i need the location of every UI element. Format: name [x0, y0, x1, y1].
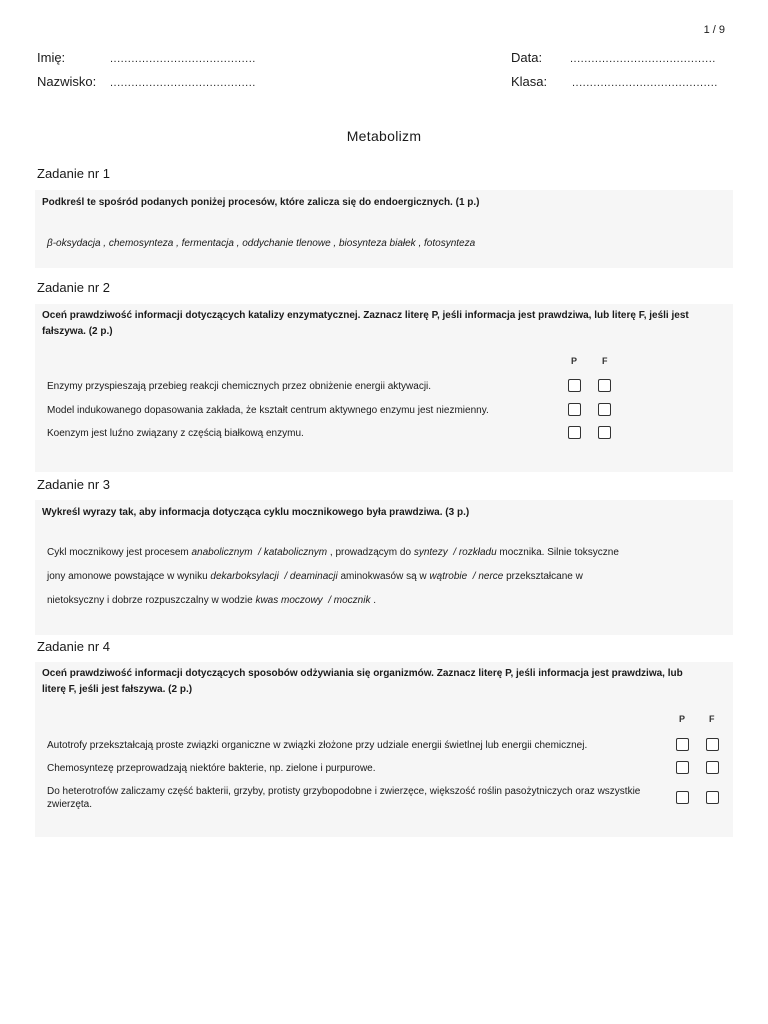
- task-2-col-p: P: [571, 356, 578, 366]
- class-field[interactable]: .........................................: [572, 77, 718, 89]
- date-field[interactable]: .........................................: [570, 53, 716, 65]
- task-4-row-2: Chemosyntezę przeprowadzają niektóre bakterie, np. zielone i purpurowe.: [47, 763, 376, 774]
- task-1-question: Podkreśl te spośród podanych poniżej procesów, które zalicza się do endoergicznych. (1 p.): [42, 197, 480, 208]
- task-2-row-2-f-checkbox[interactable]: [598, 403, 611, 416]
- task-2-row-1-p-checkbox[interactable]: [568, 379, 581, 392]
- task-4-question: Oceń prawdziwość informacji dotyczących sposobów odżywiania się organizmów. Zaznacz literę P, jeśli informacja jest prawdziwa, lub literę F, jeśli jest fałszywa. (2 p.): [42, 668, 683, 695]
- task-2-row-2: Model indukowanego dopasowania zakłada, że kształt centrum aktywnego enzymu jest niezmienny.: [47, 405, 489, 416]
- surname-field[interactable]: .........................................: [110, 77, 256, 89]
- task-4-row-3: Do heterotrofów zaliczamy część bakterii, grzyby, protisty grzybopodobne i zwierzęce, większość roślin pasożytniczych oraz wszystkie zwierzęta.: [47, 786, 641, 810]
- task-2-row-2-p-checkbox[interactable]: [568, 403, 581, 416]
- task-2-row-1-f-checkbox[interactable]: [598, 379, 611, 392]
- class-label: Klasa:: [511, 74, 548, 89]
- date-label: Data:: [511, 50, 543, 65]
- task-3-line-3: nietoksyczny i dobrze rozpuszczalny w wodzie kwas moczowy / mocznik .: [47, 595, 377, 606]
- task-4-heading: Zadanie nr 4: [37, 639, 110, 654]
- task-4-row-1-f-checkbox[interactable]: [706, 738, 719, 751]
- task-4-box: [35, 662, 733, 837]
- task-1-options[interactable]: β-oksydacja , chemosynteza , fermentacja , oddychanie tlenowe , biosynteza białek , fotosynteza: [47, 238, 476, 249]
- task-2-row-1: Enzymy przyspieszają przebieg reakcji chemicznych przez obniżenie energii aktywacji.: [47, 381, 432, 392]
- task-3-line-2: jony amonowe powstające w wyniku dekarboksylacji / deaminacji aminokwasów są w wątrobie / nerce przekształcane w: [47, 571, 583, 582]
- task-2-row-3-f-checkbox[interactable]: [598, 426, 611, 439]
- task-1-heading: Zadanie nr 1: [37, 166, 110, 181]
- task-4-row-2-f-checkbox[interactable]: [706, 761, 719, 774]
- task-1-box: [35, 190, 733, 268]
- task-3-choice-2[interactable]: syntezy / rozkładu: [413, 547, 497, 558]
- task-4-row-2-p-checkbox[interactable]: [676, 761, 689, 774]
- page-number: 1 / 9: [703, 24, 725, 36]
- task-3-box: [35, 500, 733, 635]
- task-2-heading: Zadanie nr 2: [37, 280, 110, 295]
- task-2-row-3-p-checkbox[interactable]: [568, 426, 581, 439]
- task-3-choice-4[interactable]: wątrobie / nerce: [429, 571, 504, 582]
- name-label: Imię:: [37, 50, 66, 65]
- task-2-col-f: F: [602, 356, 608, 366]
- task-3-line-1: Cykl mocznikowy jest procesem anabolicznym / katabolicznym , prowadzącym do syntezy / rozkładu mocznika. Silnie toksyczne: [47, 547, 619, 558]
- task-3-heading: Zadanie nr 3: [37, 477, 110, 492]
- task-2-row-3: Koenzym jest luźno związany z częścią białkową enzymu.: [47, 428, 304, 439]
- task-3-question: Wykreśl wyrazy tak, aby informacja dotycząca cyklu mocznikowego była prawdziwa. (3 p.): [42, 507, 470, 518]
- task-3-choice-5[interactable]: kwas moczowy / mocznik: [255, 595, 371, 606]
- task-2-box: [35, 304, 733, 472]
- task-4-row-3-p-checkbox[interactable]: [676, 791, 689, 804]
- surname-label: Nazwisko:: [37, 74, 97, 89]
- task-4-col-p: P: [679, 714, 686, 724]
- task-3-choice-3[interactable]: dekarboksylacji / deaminacji: [210, 571, 338, 582]
- page-title: Metabolizm: [346, 128, 422, 144]
- task-4-row-1: Autotrofy przekształcają proste związki organiczne w związki złożone przy udziale energii świetlnej lub energii chemicznej.: [47, 740, 588, 751]
- task-2-question: Oceń prawdziwość informacji dotyczących katalizy enzymatycznej. Zaznacz literę P, jeśli informacja jest prawdziwa, lub literę F, jeśli jest fałszywa. (2 p.): [42, 310, 689, 337]
- task-3-choice-1[interactable]: anabolicznym / katabolicznym: [191, 547, 328, 558]
- task-4-row-1-p-checkbox[interactable]: [676, 738, 689, 751]
- task-4-col-f: F: [709, 714, 715, 724]
- name-field[interactable]: .........................................: [110, 53, 256, 65]
- task-4-row-3-f-checkbox[interactable]: [706, 791, 719, 804]
